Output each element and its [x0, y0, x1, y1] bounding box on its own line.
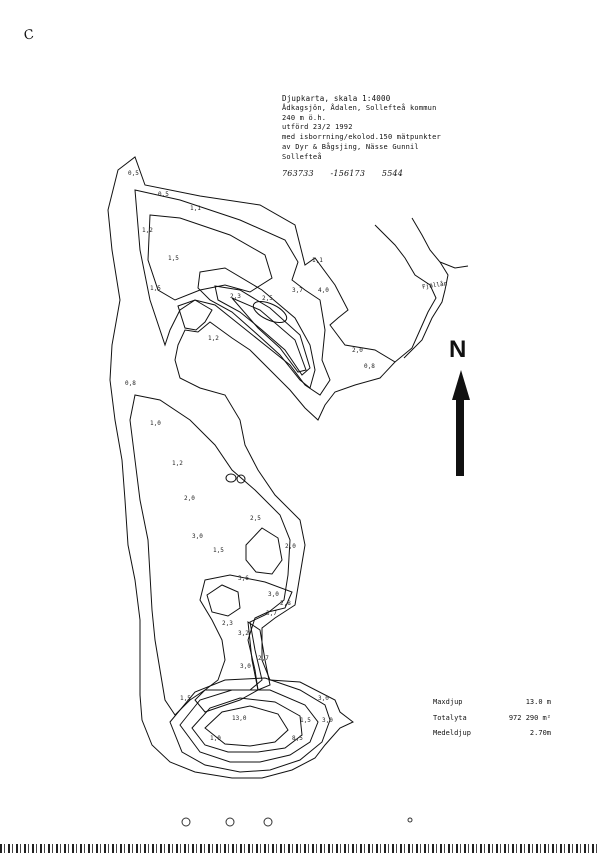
contour-basin-outer — [170, 678, 330, 772]
depth-label: 3,0 — [322, 717, 333, 724]
stat-value: 2.70m — [529, 729, 551, 737]
depth-label: 1,5 — [300, 717, 311, 724]
depth-label: 1,1 — [312, 257, 323, 264]
handwritten-coord-3: 5544 — [381, 168, 404, 178]
elevation-text: 240 m ö.h. — [282, 113, 327, 122]
depth-label: 4,0 — [318, 287, 329, 294]
depth-label: 2,8 — [280, 600, 291, 607]
island-small-1 — [226, 474, 236, 482]
bay-island — [178, 300, 212, 330]
river-inflow-1 — [375, 225, 436, 362]
stat-total-area — [433, 711, 551, 727]
depth-label: 3,2 — [238, 630, 249, 637]
lake-name: Ådkagsjön, Ådalen, Sollefteå kommun — [282, 103, 437, 112]
depth-label: 2,7 — [258, 655, 269, 662]
depth-label: 3,7 — [266, 610, 277, 617]
contour-inner-north-3 — [232, 298, 306, 372]
stat-label: Totalyta — [433, 713, 467, 722]
depth-label: 1,2 — [142, 227, 153, 234]
depth-label: 3,0 — [240, 663, 251, 670]
depth-label: 1,5 — [213, 547, 224, 554]
depth-label: 2,0 — [285, 543, 296, 550]
survey-place: Sollefteå — [282, 152, 322, 161]
scan-speck — [182, 818, 190, 826]
depth-label: 1,0 — [150, 420, 161, 427]
lake-shoreline — [108, 157, 395, 778]
contour-1m-upper — [148, 215, 272, 300]
depth-label: 2,3 — [230, 293, 241, 300]
handwritten-coord-2: -156173 — [330, 168, 366, 178]
survey-method: med isborrning/ekolod.150 mätpunkter — [282, 133, 441, 142]
depth-label: 0,5 — [158, 191, 169, 198]
north-arrow-head — [452, 370, 470, 400]
depth-label: 3,7 — [292, 287, 303, 294]
depth-label: 3,6 — [238, 575, 249, 582]
handwritten-coord-1: 763733 — [282, 168, 314, 178]
depth-label: 1,5 — [180, 695, 191, 702]
island-small-2 — [237, 475, 245, 483]
depth-label: 1,1 — [190, 205, 201, 212]
depth-label: 2,5 — [250, 515, 261, 522]
stat-label: Maxdjup — [433, 698, 463, 706]
depth-label: 1,2 — [172, 460, 183, 467]
depth-label: 1,5 — [168, 255, 179, 262]
scan-edge-noise — [0, 844, 600, 853]
river-label: Fjällån — [421, 280, 448, 291]
survey-authors: av Dyr & Bågsjing, Nässe Gunnil — [282, 142, 419, 151]
contour-basin-2 — [180, 690, 318, 762]
stat-max-depth — [433, 695, 551, 711]
survey-date: utförd 23/2 1992 — [282, 123, 353, 132]
lake-stats — [433, 695, 551, 742]
depth-label: 1,2 — [208, 335, 219, 342]
stat-mean-depth — [433, 726, 551, 742]
depth-label: 2,0 — [184, 495, 195, 502]
depth-label: 0,5 — [128, 170, 139, 177]
stat-label: Medeldjup — [433, 729, 471, 737]
corner-mark: C — [23, 27, 35, 44]
stat-value: 13.0 m — [525, 698, 551, 706]
depth-label: 8,5 — [292, 735, 303, 742]
depth-label: 0,8 — [125, 380, 136, 387]
river-inflow-3 — [440, 262, 468, 268]
depth-label: 2,5 — [262, 295, 273, 302]
island-middle — [246, 528, 282, 574]
depth-label: 3,0 — [318, 695, 329, 702]
map-title: Djupkarta, skala 1:4000 — [282, 94, 391, 103]
depth-label: 1,0 — [210, 735, 221, 742]
depth-label: 13,0 — [232, 715, 247, 722]
depth-label: 1,5 — [150, 285, 161, 292]
depth-label: 3,0 — [192, 533, 203, 540]
stat-value: 972 290 m² — [508, 713, 551, 722]
north-arrow — [452, 370, 470, 476]
depth-label: 2,0 — [352, 347, 363, 354]
scan-speck — [408, 818, 412, 822]
scan-speck — [226, 818, 234, 826]
north-label: N — [449, 336, 467, 363]
depth-label: 3,0 — [268, 591, 279, 598]
depth-labels — [125, 170, 375, 742]
island-south — [207, 585, 240, 616]
depth-label: 0,8 — [364, 363, 375, 370]
scan-speck — [264, 818, 272, 826]
north-arrow-shaft — [456, 398, 464, 476]
depth-label: 2,3 — [222, 620, 233, 627]
